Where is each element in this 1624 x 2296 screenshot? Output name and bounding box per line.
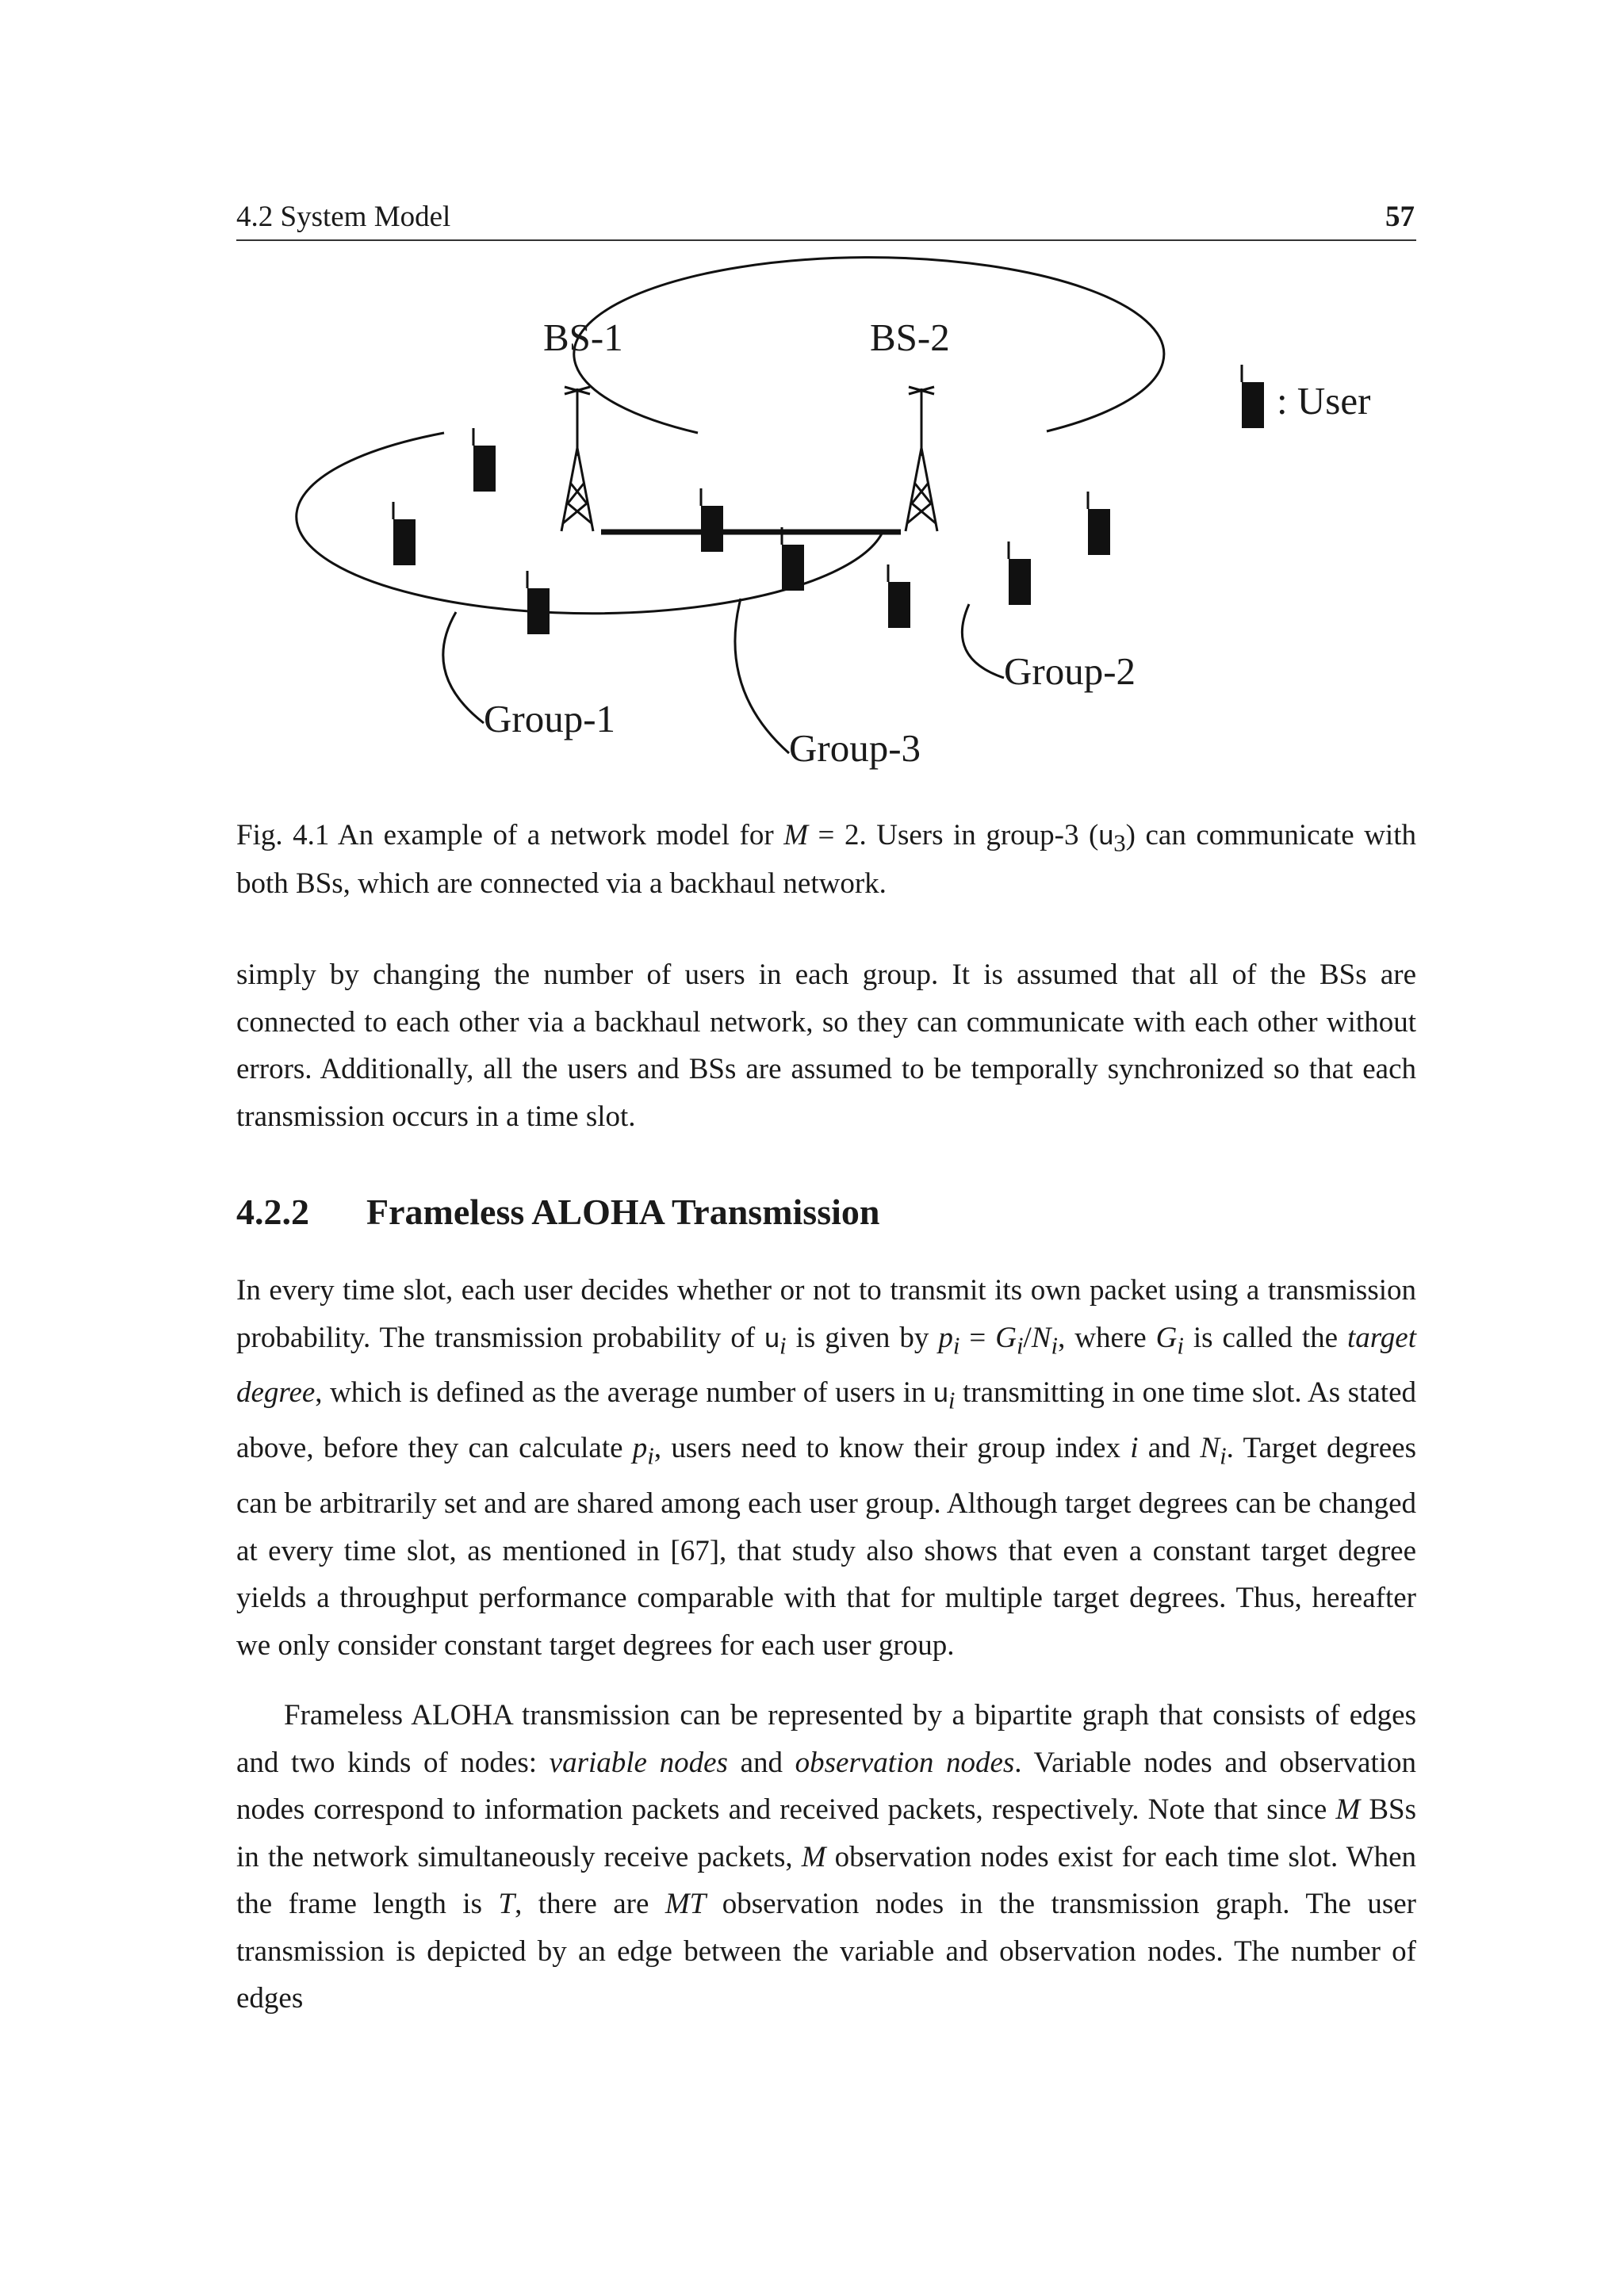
user-device-5 [782,527,804,591]
bs1-tower [561,387,593,531]
group1-label: Group-1 [484,697,616,740]
bs1-label: BS-1 [543,316,623,359]
group3-pointer [735,599,789,753]
user-device-2 [393,502,416,565]
legend-label: : User [1277,379,1371,423]
section-title: Frameless ALOHA Transmission [366,1192,880,1232]
bs2-tower [906,387,937,531]
paragraph-3: Frameless ALOHA transmission can be represented by a bipartite graph that consists of edges and two kinds of nodes: variable nodes and observation nodes. Variable nodes and observation nodes correspond to information packets and received packets, respectively. Note that since M BSs in the network simultaneously receive packets, M observation nodes exist for each time slot. When the frame length is T, there are MT observation nodes in the transmission graph. The user transmission is depicted by an edge between the variable and observation nodes. The number of edges [236,1699,1417,2015]
legend-user-icon [1242,365,1264,428]
group1-pointer [443,612,484,723]
user-device-4 [701,488,723,552]
figure-caption: Fig. 4.1 An example of a network model for M = 2. Users in group-3 $(u_3)$ can communicate with both BSs, which are connected via a backhaul network. [236,819,1416,901]
bs2-label: BS-2 [870,316,950,359]
section-number: 4.2.2 [236,1192,309,1232]
user-device-8 [1088,492,1110,555]
group2-ellipse [574,258,1164,433]
network-model-figure [0,0,1624,793]
header-section-title: 4.2 System Model [236,201,451,233]
group2-pointer [962,604,1004,678]
user-device-6 [888,564,910,628]
header-page-number: 57 [1385,201,1415,233]
paragraph-2: In every time slot, each user decides whether or not to transmit its own packet using a transmission probability. The transmission probability of $u_i$ is given by $p_i = G_i/N_i$, where $G_i$ is called the target degree, which is defined as the average number of users in $u_i$ transmitting in one time slot. As stated above, before they can calculate $p_i$, users need to know their group index i and $N_i$. Target degrees can be arbitrarily set and are shared among each user group. Although target degrees can be changed at every time slot, as mentioned in [67], that study also shows that even a constant target degree yields a throughput performance comparable with that for multiple target degrees. Thus, hereafter we only consider constant target degrees for each user group. [236,1274,1417,1662]
user-device-1 [473,428,496,492]
group2-label: Group-2 [1004,649,1136,693]
paragraph-1: simply by changing the number of users in each group. It is assumed that all of the BSs are connected to each other via a backhaul network, so they can communicate with each other without errors. Additionally, all the users and BSs are assumed to be temporally synchronized so that each transmission occurs in a time slot. [236,959,1416,1133]
group3-label: Group-3 [789,726,921,770]
section-heading [236,1191,879,1233]
user-device-3 [527,571,550,634]
user-device-7 [1009,541,1031,605]
